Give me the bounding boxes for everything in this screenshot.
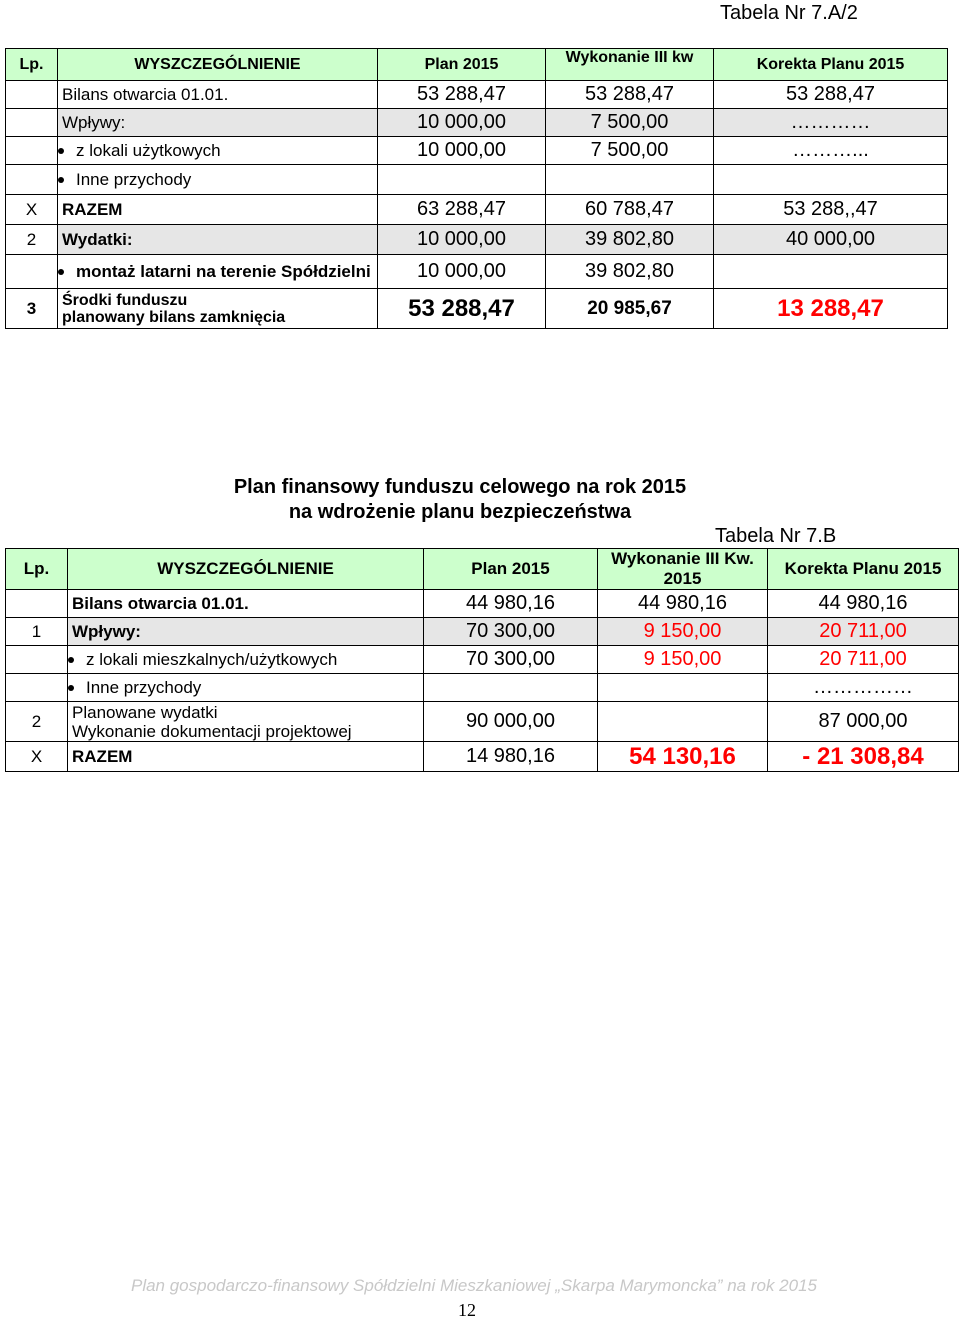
plan-value: 10 000,00 [378, 109, 546, 137]
plan-value [424, 674, 598, 702]
row-lp: X [6, 195, 58, 225]
wykonanie-value [546, 165, 714, 195]
table-row [6, 225, 948, 255]
header-wyszczegolnienie: WYSZCZEGÓLNIENIE [58, 49, 378, 81]
korekta-value: …………… [768, 674, 959, 702]
row-lp: 2 [6, 225, 58, 255]
footer-text: Plan gospodarczo-finansowy Spółdzielni Mieszkaniowej „Skarpa Marymoncka” na rok 2015 [130, 1276, 817, 1295]
row-label: Bilans otwarcia 01.01. [68, 590, 424, 618]
table-a-caption: Tabela Nr 7.A/2 [720, 2, 858, 24]
wykonanie-value: 20 985,67 [546, 289, 714, 329]
row-label: z lokali mieszkalnych/użytkowych [86, 649, 338, 669]
row-label: Środki funduszu [62, 291, 188, 309]
bullet-icon [58, 177, 64, 183]
table-row [6, 137, 948, 165]
plan-value: 10 000,00 [378, 137, 546, 165]
korekta-value [714, 165, 948, 195]
row-lp: 1 [6, 618, 68, 646]
row-lp: X [6, 742, 68, 772]
row-lp: 2 [6, 702, 68, 742]
korekta-value: 87 000,00 [768, 702, 959, 742]
korekta-value: - 21 308,84 [768, 742, 959, 772]
header-korekta: Korekta Planu 2015 [714, 49, 948, 81]
page-number: 12 [458, 1300, 476, 1320]
plan-value: 14 980,16 [424, 742, 598, 772]
header-wykonanie: Wykonanie III Kw. [611, 549, 754, 568]
bullet-icon [58, 148, 64, 154]
korekta-value: ………… [714, 109, 948, 137]
table-row [6, 165, 948, 195]
wykonanie-value: 44 980,16 [598, 590, 768, 618]
table-b-title-line2: na wdrożenie planu bezpieczeństwa [288, 501, 632, 523]
table-row [6, 289, 948, 329]
table-b-title [0, 475, 920, 525]
row-label: Planowane wydatki [72, 702, 218, 722]
row-label: Inne przychody [76, 169, 192, 189]
header-wykonanie-year: 2015 [663, 569, 702, 588]
row-label: z lokali użytkowych [76, 140, 221, 160]
row-label: Wpływy: [58, 109, 378, 137]
header-lp: Lp. [6, 549, 68, 590]
row-label: Inne przychody [86, 677, 202, 697]
wykonanie-value: 9 150,00 [598, 618, 768, 646]
table-row [6, 618, 959, 646]
row-label: RAZEM [68, 742, 424, 772]
table-row [6, 674, 959, 702]
table-b [5, 548, 959, 772]
wykonanie-value: 54 130,16 [598, 742, 768, 772]
table-b-title-line1: Plan finansowy funduszu celowego na rok 2015 [233, 476, 687, 498]
plan-value: 70 300,00 [424, 618, 598, 646]
table-row [6, 109, 948, 137]
table-b-caption: Tabela Nr 7.B [715, 525, 837, 547]
table-row [6, 255, 948, 289]
wykonanie-value: 53 288,47 [546, 81, 714, 109]
bullet-icon [68, 657, 74, 663]
table-row [6, 702, 959, 742]
row-label: Wydatki: [58, 225, 378, 255]
row-label: montaż latarni na terenie Spółdzielni [76, 261, 371, 281]
korekta-value: 20 711,00 [768, 618, 959, 646]
table-row [6, 81, 948, 109]
row-label: planowany bilans zamknięcia [62, 308, 286, 326]
header-plan: Plan 2015 [424, 549, 598, 590]
bullet-icon [58, 269, 64, 275]
table-row [6, 590, 959, 618]
header-wyszczegolnienie: WYSZCZEGÓLNIENIE [68, 549, 424, 590]
table-row [6, 646, 959, 674]
header-plan: Plan 2015 [378, 49, 546, 81]
wykonanie-value: 60 788,47 [546, 195, 714, 225]
plan-value: 53 288,47 [378, 289, 546, 329]
table-a [5, 48, 948, 329]
row-label: Bilans otwarcia 01.01. [58, 81, 378, 109]
korekta-value: 53 288,,47 [714, 195, 948, 225]
plan-value: 90 000,00 [424, 702, 598, 742]
plan-value: 70 300,00 [424, 646, 598, 674]
header-korekta: Korekta Planu 2015 [768, 549, 959, 590]
korekta-value: 40 000,00 [714, 225, 948, 255]
korekta-value [714, 255, 948, 289]
wykonanie-value: 7 500,00 [546, 137, 714, 165]
row-label: Wykonanie dokumentacji projektowej [72, 721, 352, 741]
bullet-icon [68, 685, 74, 691]
plan-value: 63 288,47 [378, 195, 546, 225]
header-lp: Lp. [6, 49, 58, 81]
korekta-value: 13 288,47 [714, 289, 948, 329]
table-row [6, 742, 959, 772]
korekta-value: ………... [714, 137, 948, 165]
row-label: Wpływy: [68, 618, 424, 646]
wykonanie-value: 9 150,00 [598, 646, 768, 674]
row-label: RAZEM [58, 195, 378, 225]
plan-value: 44 980,16 [424, 590, 598, 618]
korekta-value: 53 288,47 [714, 81, 948, 109]
wykonanie-value [598, 674, 768, 702]
header-wykonanie: Wykonanie III kw [546, 49, 714, 81]
plan-value: 10 000,00 [378, 225, 546, 255]
wykonanie-value: 7 500,00 [546, 109, 714, 137]
wykonanie-value: 39 802,80 [546, 255, 714, 289]
row-lp: 3 [6, 289, 58, 329]
korekta-value: 44 980,16 [768, 590, 959, 618]
plan-value [378, 165, 546, 195]
korekta-value: 20 711,00 [768, 646, 959, 674]
wykonanie-value: 39 802,80 [546, 225, 714, 255]
plan-value: 53 288,47 [378, 81, 546, 109]
plan-value: 10 000,00 [378, 255, 546, 289]
wykonanie-value [598, 702, 768, 742]
table-row [6, 195, 948, 225]
